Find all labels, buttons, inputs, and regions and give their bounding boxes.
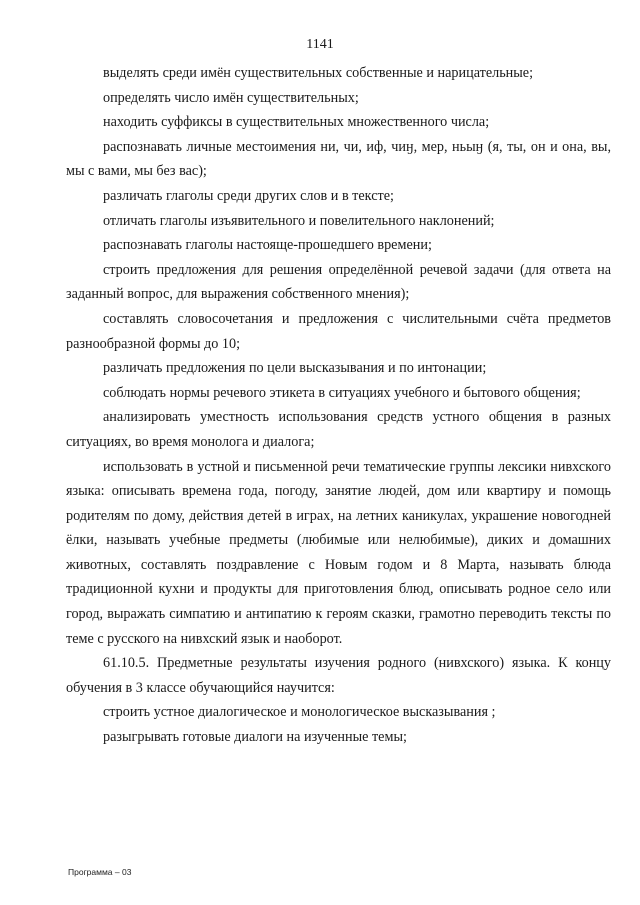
paragraph-2: определять число имён существительных; bbox=[103, 89, 359, 106]
paragraph-12: анализировать уместность использования средств устного общения в разных ситуациях, во время монолога и диалога; bbox=[66, 409, 611, 450]
body-text bbox=[66, 61, 611, 750]
paragraph-14: 61.10.5. Предметные результаты изучения родного (нивхского) языка. К концу обучения в 3 классе обучающийся научится: bbox=[66, 655, 611, 696]
paragraph-5: различать глаголы среди других слов и в тексте; bbox=[103, 187, 394, 204]
page-number: 1141 bbox=[306, 37, 334, 52]
paragraph-9: составлять словосочетания и предложения с числительными счёта предметов разнообразной формы до 10; bbox=[66, 310, 611, 352]
paragraph-1: выделять среди имён существительных собственные и нарицательные; bbox=[103, 65, 534, 81]
paragraph-7: распознавать глаголы настояще-прошедшего времени; bbox=[103, 237, 432, 254]
paragraph-13: использовать в устной и письменной речи тематические группы лексики нивхского языка: описывать времена года, погоду, занятие людей, дом или квартиру и помощь родителям по дому, действия детей в играх, на летних каникулах, украшение новогодней ёлки, называть учебные предметы (любимые или нелюбимые), диких и домашних животных, составлять поздравление с Новым годом и 8 Марта, называть блюда традиционной кухни и продукты для приготовления блюд, описывать родное село или город, выражать симпатию и антипатию к героям сказки, грамотно переводить тексты по теме с русского на нивхский язык и наоборот. bbox=[66, 458, 611, 647]
footer-label: Программа – 03 bbox=[68, 867, 132, 877]
paragraph-15: строить устное диалогическое и монологическое высказывания ; bbox=[103, 704, 496, 721]
paragraph-4: распознавать личные местоимения ни, чи, иф, чиӈ, мер, ньыӈ (я, ты, он и она, вы, мы с вами, мы без вас); bbox=[66, 138, 611, 180]
paragraph-11: соблюдать нормы речевого этикета в ситуациях учебного и бытового общения; bbox=[103, 384, 581, 401]
paragraph-6: отличать глаголы изъявительного и повелительного наклонений; bbox=[103, 212, 495, 229]
paragraph-8: строить предложения для решения определённой речевой задачи (для ответа на заданный вопрос, для выражения собственного мнения); bbox=[66, 261, 611, 303]
paragraph-16: разыгрывать готовые диалоги на изученные темы; bbox=[103, 729, 407, 746]
paragraph-10: различать предложения по цели высказывания и по интонации; bbox=[103, 360, 487, 377]
paragraph-3: находить суффиксы в существительных множественного числа; bbox=[103, 114, 490, 131]
